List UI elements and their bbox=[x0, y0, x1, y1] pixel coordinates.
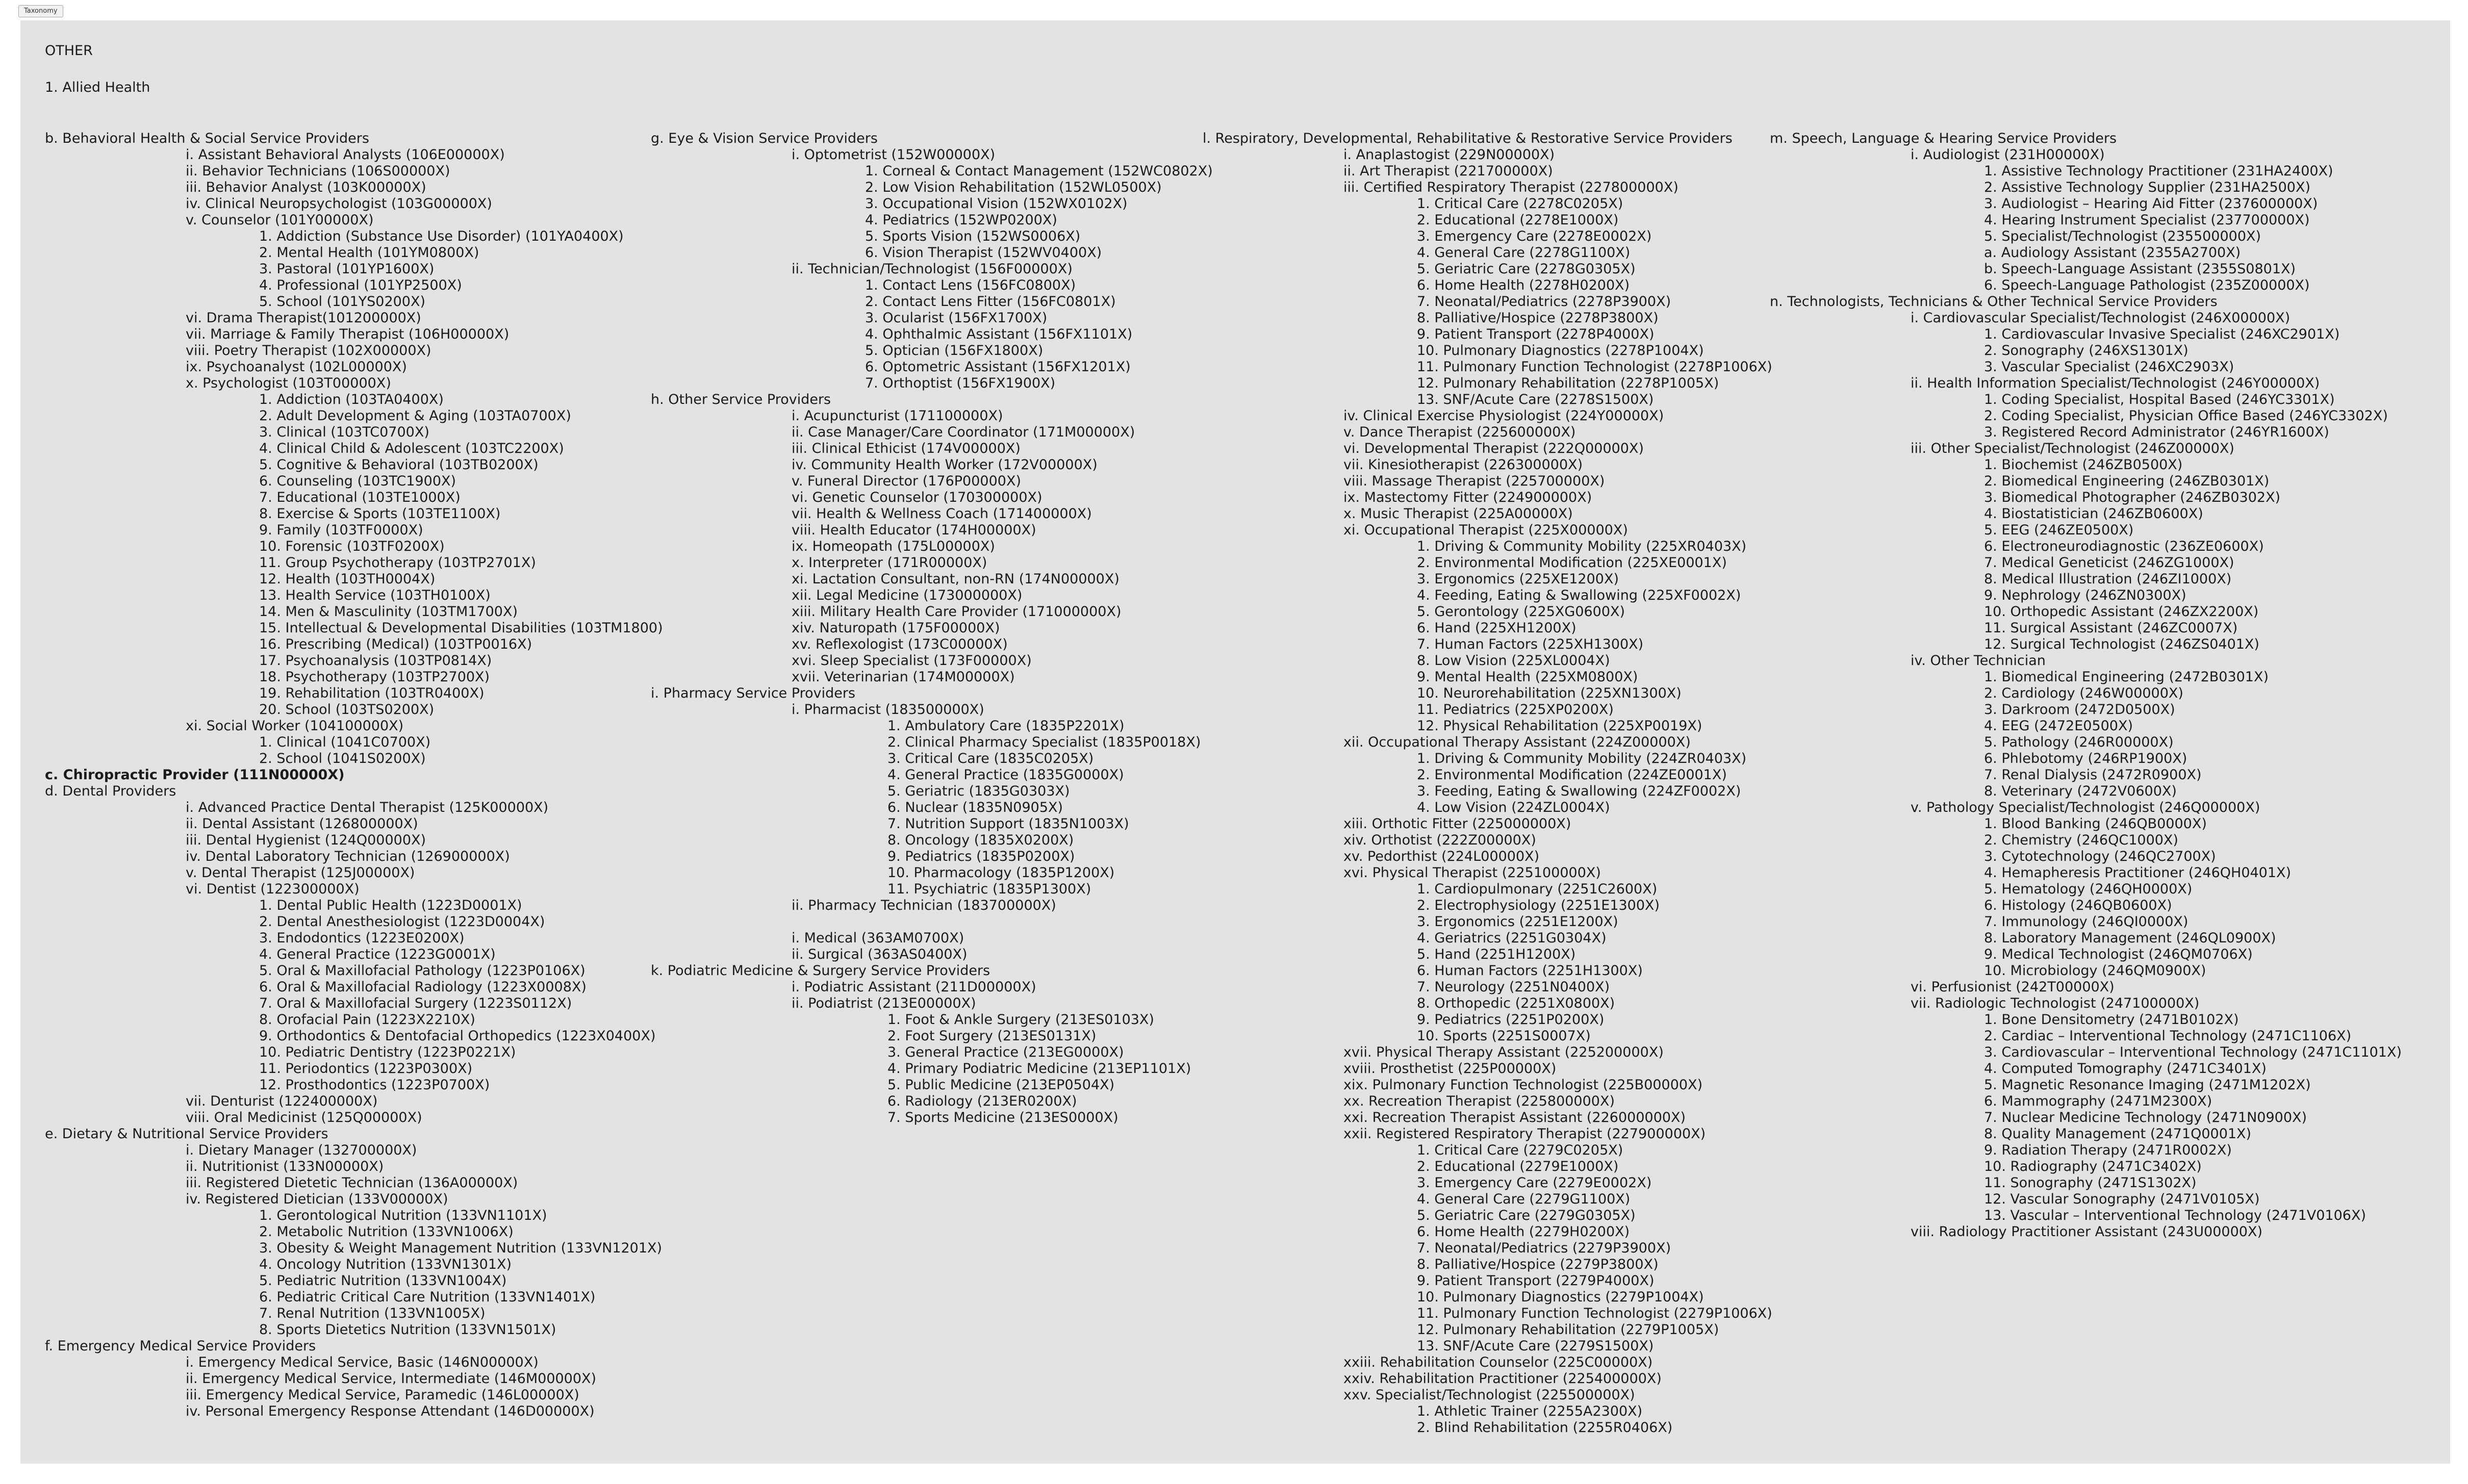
taxonomy-entry: 9. Pediatrics (2251P0200X) bbox=[1417, 1012, 1605, 1028]
taxonomy-entry: xi. Social Worker (104100000X) bbox=[186, 718, 404, 734]
taxonomy-entry: 9. Patient Transport (2279P4000X) bbox=[1417, 1273, 1655, 1289]
taxonomy-entry: 5. Hand (2251H1200X) bbox=[1417, 946, 1576, 962]
taxonomy-entry: iv. Clinical Neuropsychologist (103G00000X) bbox=[186, 196, 492, 212]
taxonomy-entry: 2. Cardiology (246W00000X) bbox=[1984, 685, 2183, 701]
taxonomy-entry: xiii. Military Health Care Provider (171000000X) bbox=[792, 604, 1122, 620]
taxonomy-entry: iii. Dental Hygienist (124Q00000X) bbox=[186, 832, 426, 848]
taxonomy-entry: iv. Clinical Exercise Physiologist (224Y00000X) bbox=[1343, 408, 1664, 424]
taxonomy-entry: i. Cardiovascular Specialist/Technologist (246X00000X) bbox=[1911, 310, 2291, 326]
taxonomy-entry: 11. Sonography (2471S1302X) bbox=[1984, 1175, 2197, 1191]
taxonomy-entry: 16. Prescribing (Medical) (103TP0016X) bbox=[259, 636, 532, 652]
taxonomy-entry: 4. General Practice (1223G0001X) bbox=[259, 946, 496, 962]
taxonomy-entry: vii. Health & Wellness Coach (171400000X) bbox=[792, 506, 1092, 522]
taxonomy-entry: 1. Dental Public Health (1223D0001X) bbox=[259, 898, 522, 913]
taxonomy-entry: 11. Pulmonary Function Technologist (2278P1006X) bbox=[1417, 359, 1772, 375]
taxonomy-entry: i. Acupuncturist (171100000X) bbox=[792, 408, 1003, 424]
taxonomy-entry: 2. Adult Development & Aging (103TA0700X) bbox=[259, 408, 571, 424]
taxonomy-entry: viii. Massage Therapist (225700000X) bbox=[1343, 473, 1605, 489]
taxonomy-entry: vi. Perfusionist (242T00000X) bbox=[1911, 979, 2115, 995]
taxonomy-entry: 8. Orthopedic (2251X0800X) bbox=[1417, 995, 1615, 1011]
taxonomy-entry: 13. SNF/Acute Care (2279S1500X) bbox=[1417, 1338, 1654, 1354]
taxonomy-entry: ii. Pharmacy Technician (183700000X) bbox=[792, 898, 1056, 913]
taxonomy-entry: 1. Driving & Community Mobility (224ZR0403X) bbox=[1417, 751, 1747, 766]
taxonomy-entry: i. Podiatric Assistant (211D00000X) bbox=[792, 979, 1036, 995]
taxonomy-entry: 5. Specialist/Technologist (235500000X) bbox=[1984, 228, 2261, 244]
taxonomy-entry: 4. General Practice (1835G0000X) bbox=[887, 767, 1124, 783]
taxonomy-entry: f. Emergency Medical Service Providers bbox=[45, 1338, 316, 1354]
taxonomy-entry: 12. Prosthodontics (1223P0700X) bbox=[259, 1077, 490, 1093]
taxonomy-entry: vi. Drama Therapist(101200000X) bbox=[186, 310, 421, 326]
taxonomy-entry: xi. Occupational Therapist (225X00000X) bbox=[1343, 522, 1628, 538]
taxonomy-entry: 11. Psychiatric (1835P1300X) bbox=[887, 881, 1091, 897]
taxonomy-entry: 7. Renal Dialysis (2472R0900X) bbox=[1984, 767, 2202, 783]
taxonomy-entry: 1. Clinical (1041C0700X) bbox=[259, 734, 431, 750]
taxonomy-entry: 1. Ambulatory Care (1835P2201X) bbox=[887, 718, 1125, 734]
taxonomy-entry: 3. Pastoral (101YP1600X) bbox=[259, 261, 435, 277]
taxonomy-entry: 5. Gerontology (225XG0600X) bbox=[1417, 604, 1625, 620]
taxonomy-entry: 1. Addiction (103TA0400X) bbox=[259, 392, 444, 407]
taxonomy-entry: 2. Mental Health (101YM0800X) bbox=[259, 245, 479, 261]
taxonomy-entry: ii. Technician/Technologist (156F00000X) bbox=[792, 261, 1073, 277]
taxonomy-entry: iii. Certified Respiratory Therapist (227800000X) bbox=[1343, 180, 1678, 195]
taxonomy-entry: x. Psychologist (103T00000X) bbox=[186, 375, 391, 391]
taxonomy-entry: 3. Vascular Specialist (246XC2903X) bbox=[1984, 359, 2234, 375]
taxonomy-entry: 4. Low Vision (224ZL0004X) bbox=[1417, 800, 1610, 815]
taxonomy-entry: 5. Geriatric (1835G0303X) bbox=[887, 783, 1070, 799]
taxonomy-entry: 10. Sports (2251S0007X) bbox=[1417, 1028, 1591, 1044]
taxonomy-entry: viii. Poetry Therapist (102X00000X) bbox=[186, 343, 431, 359]
taxonomy-entry: 1. Critical Care (2278C0205X) bbox=[1417, 196, 1623, 212]
taxonomy-entry: 6. Vision Therapist (152WV0400X) bbox=[865, 245, 1102, 261]
taxonomy-entry: 7. Medical Geneticist (246ZG1000X) bbox=[1984, 555, 2234, 571]
taxonomy-entry: 10. Forensic (103TF0200X) bbox=[259, 539, 445, 554]
taxonomy-entry: 17. Psychoanalysis (103TP0814X) bbox=[259, 653, 492, 669]
taxonomy-entry: ii. Case Manager/Care Coordinator (171M00000X) bbox=[792, 424, 1135, 440]
taxonomy-entry: 7. Neurology (2251N0400X) bbox=[1417, 979, 1610, 995]
taxonomy-entry: xxiv. Rehabilitation Practitioner (225400000X) bbox=[1343, 1371, 1662, 1387]
taxonomy-entry: xiv. Naturopath (175F00000X) bbox=[792, 620, 1000, 636]
taxonomy-entry: 11. Surgical Assistant (246ZC0007X) bbox=[1984, 620, 2238, 636]
taxonomy-entry: ix. Mastectomy Fitter (224900000X) bbox=[1343, 490, 1592, 505]
taxonomy-entry: 3. Cardiovascular – Interventional Technology (2471C1101X) bbox=[1984, 1044, 2402, 1060]
taxonomy-entry: 8. Low Vision (225XL0004X) bbox=[1417, 653, 1610, 669]
taxonomy-entry: 9. Orthodontics & Dentofacial Orthopedics (1223X0400X) bbox=[259, 1028, 656, 1044]
taxonomy-entry: i. Pharmacist (183500000X) bbox=[792, 702, 984, 718]
taxonomy-entry: iv. Personal Emergency Response Attendant (146D00000X) bbox=[186, 1403, 595, 1419]
taxonomy-entry: xxiii. Rehabilitation Counselor (225C00000X) bbox=[1343, 1354, 1653, 1370]
taxonomy-column-4 bbox=[1770, 131, 2402, 1240]
taxonomy-entry: i. Emergency Medical Service, Basic (146N00000X) bbox=[186, 1354, 539, 1370]
taxonomy-entry: k. Podiatric Medicine & Surgery Service Providers bbox=[651, 963, 990, 979]
taxonomy-entry: h. Other Service Providers bbox=[651, 392, 831, 407]
taxonomy-entry: 1. Cardiopulmonary (2251C2600X) bbox=[1417, 881, 1658, 897]
taxonomy-entry: 5. Geriatric Care (2279G0305X) bbox=[1417, 1208, 1636, 1223]
taxonomy-entry: 1. Foot & Ankle Surgery (213ES0103X) bbox=[887, 1012, 1154, 1028]
taxonomy-entry: 1. Critical Care (2279C0205X) bbox=[1417, 1142, 1623, 1158]
taxonomy-entry: xiv. Orthotist (222Z00000X) bbox=[1343, 832, 1536, 848]
taxonomy-entry: 9. Family (103TF0000X) bbox=[259, 522, 423, 538]
taxonomy-entry: 2. Clinical Pharmacy Specialist (1835P0018X) bbox=[887, 734, 1201, 750]
taxonomy-entry: 6. Electroneurodiagnostic (236ZE0600X) bbox=[1984, 539, 2264, 554]
taxonomy-entry: 10. Pharmacology (1835P1200X) bbox=[887, 865, 1115, 881]
taxonomy-entry: 4. Geriatrics (2251G0304X) bbox=[1417, 930, 1607, 946]
taxonomy-entry: 2. Electrophysiology (2251E1300X) bbox=[1417, 898, 1660, 913]
taxonomy-entry: 3. Cytotechnology (246QC2700X) bbox=[1984, 849, 2216, 864]
taxonomy-entry: 12. Vascular Sonography (2471V0105X) bbox=[1984, 1191, 2260, 1207]
taxonomy-entry: xv. Pedorthist (224L00000X) bbox=[1343, 849, 1540, 864]
taxonomy-entry: 18. Psychotherapy (103TP2700X) bbox=[259, 669, 490, 685]
taxonomy-entry: l. Respiratory, Developmental, Rehabilitative & Restorative Service Providers bbox=[1203, 131, 1733, 146]
taxonomy-entry: 20. School (103TS0200X) bbox=[259, 702, 435, 718]
taxonomy-entry: 1. Assistive Technology Practitioner (231HA2400X) bbox=[1984, 163, 2333, 179]
taxonomy-entry: xii. Occupational Therapy Assistant (224Z00000X) bbox=[1343, 734, 1691, 750]
taxonomy-entry: 4. Computed Tomography (2471C3401X) bbox=[1984, 1061, 2267, 1077]
taxonomy-entry: 8. Sports Dietetics Nutrition (133VN1501X) bbox=[259, 1322, 556, 1338]
taxonomy-entry: xvii. Veterinarian (174M00000X) bbox=[792, 669, 1015, 685]
taxonomy-entry: ii. Art Therapist (221700000X) bbox=[1343, 163, 1553, 179]
taxonomy-entry: 9. Radiation Therapy (2471R0002X) bbox=[1984, 1142, 2232, 1158]
taxonomy-column-2 bbox=[651, 131, 1213, 1126]
taxonomy-entry: 11. Pulmonary Function Technologist (2279P1006X) bbox=[1417, 1306, 1772, 1321]
taxonomy-entry: iii. Behavior Analyst (103K00000X) bbox=[186, 180, 426, 195]
taxonomy-entry: i. Audiologist (231H00000X) bbox=[1911, 147, 2105, 163]
taxonomy-entry: 4. General Care (2279G1100X) bbox=[1417, 1191, 1631, 1207]
taxonomy-entry: ix. Psychoanalyst (102L00000X) bbox=[186, 359, 407, 375]
taxonomy-entry: 4. Clinical Child & Adolescent (103TC2200X) bbox=[259, 441, 564, 456]
taxonomy-entry: iii. Registered Dietetic Technician (136A00000X) bbox=[186, 1175, 518, 1191]
taxonomy-entry: 3. Feeding, Eating & Swallowing (224ZF0002X) bbox=[1417, 783, 1741, 799]
taxonomy-entry: 2. Low Vision Rehabilitation (152WL0500X) bbox=[865, 180, 1162, 195]
taxonomy-entry: 6. Human Factors (2251H1300X) bbox=[1417, 963, 1643, 979]
taxonomy-entry: i. Dietary Manager (132700000X) bbox=[186, 1142, 417, 1158]
taxonomy-entry: 2. Educational (2278E1000X) bbox=[1417, 212, 1619, 228]
taxonomy-entry: xxi. Recreation Therapist Assistant (226000000X) bbox=[1343, 1110, 1686, 1125]
taxonomy-entry: 6. Mammography (2471M2300X) bbox=[1984, 1093, 2212, 1109]
taxonomy-entry: vii. Radiologic Technologist (247100000X) bbox=[1911, 995, 2200, 1011]
taxonomy-entry: 3. Registered Record Administrator (246YR1600X) bbox=[1984, 424, 2329, 440]
taxonomy-entry: v. Dental Therapist (125J00000X) bbox=[186, 865, 415, 881]
taxonomy-entry: xv. Reflexologist (173C00000X) bbox=[792, 636, 1008, 652]
taxonomy-entry: i. Optometrist (152W00000X) bbox=[792, 147, 996, 163]
taxonomy-entry: 4. Hearing Instrument Specialist (237700000X) bbox=[1984, 212, 2310, 228]
taxonomy-entry: 8. Palliative/Hospice (2279P3800X) bbox=[1417, 1257, 1659, 1272]
taxonomy-entry: 6. Counseling (103TC1900X) bbox=[259, 473, 456, 489]
taxonomy-entry: 2. School (1041S0200X) bbox=[259, 751, 426, 766]
taxonomy-entry: 10. Pediatric Dentistry (1223P0221X) bbox=[259, 1044, 516, 1060]
document-panel bbox=[20, 20, 2450, 1464]
taxonomy-entry: 3. General Practice (213EG0000X) bbox=[887, 1044, 1124, 1060]
taxonomy-entry: 6. Hand (225XH1200X) bbox=[1417, 620, 1576, 636]
taxonomy-entry: viii. Health Educator (174H00000X) bbox=[792, 522, 1036, 538]
taxonomy-entry: 1. Coding Specialist, Hospital Based (246YC3301X) bbox=[1984, 392, 2335, 407]
taxonomy-entry: 5. EEG (246ZE0500X) bbox=[1984, 522, 2134, 538]
taxonomy-entry: ii. Behavior Technicians (106S00000X) bbox=[186, 163, 450, 179]
taxonomy-entry: i. Pharmacy Service Providers bbox=[651, 685, 856, 701]
taxonomy-entry: 8. Quality Management (2471Q0001X) bbox=[1984, 1126, 2252, 1142]
taxonomy-entry: 10. Radiography (2471C3402X) bbox=[1984, 1159, 2202, 1174]
taxonomy-entry: vii. Denturist (122400000X) bbox=[186, 1093, 378, 1109]
taxonomy-entry: 1. Contact Lens (156FC0800X) bbox=[865, 277, 1076, 293]
taxonomy-entry: 7. Neonatal/Pediatrics (2278P3900X) bbox=[1417, 294, 1671, 310]
taxonomy-entry: xvi. Physical Therapist (225100000X) bbox=[1343, 865, 1601, 881]
taxonomy-entry: xii. Legal Medicine (173000000X) bbox=[792, 587, 1023, 603]
taxonomy-entry: 1. Bone Densitometry (2471B0102X) bbox=[1984, 1012, 2239, 1028]
taxonomy-entry: 5. Pathology (246R00000X) bbox=[1984, 734, 2174, 750]
taxonomy-entry: xx. Recreation Therapist (225800000X) bbox=[1343, 1093, 1615, 1109]
taxonomy-entry bbox=[651, 914, 1213, 930]
taxonomy-entry: ii. Emergency Medical Service, Intermediate (146M00000X) bbox=[186, 1371, 597, 1387]
taxonomy-entry: 12. Pulmonary Rehabilitation (2278P1005X) bbox=[1417, 375, 1719, 391]
taxonomy-entry: i. Anaplastogist (229N00000X) bbox=[1343, 147, 1555, 163]
taxonomy-entry: 3. Obesity & Weight Management Nutrition (133VN1201X) bbox=[259, 1240, 663, 1256]
taxonomy-entry: 1. Biochemist (246ZB0500X) bbox=[1984, 457, 2183, 473]
taxonomy-entry: 3. Emergency Care (2279E0002X) bbox=[1417, 1175, 1652, 1191]
taxonomy-entry: 1. Corneal & Contact Management (152WC0802X) bbox=[865, 163, 1213, 179]
taxonomy-entry: 10. Orthopedic Assistant (246ZX2200X) bbox=[1984, 604, 2259, 620]
taxonomy-entry: 3. Endodontics (1223E0200X) bbox=[259, 930, 465, 946]
taxonomy-entry: 5. Public Medicine (213EP0504X) bbox=[887, 1077, 1115, 1093]
taxonomy-entry: 10. Microbiology (246QM0900X) bbox=[1984, 963, 2206, 979]
taxonomy-entry: 3. Emergency Care (2278E0002X) bbox=[1417, 228, 1652, 244]
taxonomy-entry: ii. Nutritionist (133N00000X) bbox=[186, 1159, 384, 1174]
taxonomy-entry: vi. Developmental Therapist (222Q00000X) bbox=[1343, 441, 1644, 456]
taxonomy-entry: 5. Hematology (246QH0000X) bbox=[1984, 881, 2193, 897]
taxonomy-entry: i. Medical (363AM0700X) bbox=[792, 930, 964, 946]
taxonomy-entry: 5. Magnetic Resonance Imaging (2471M1202X) bbox=[1984, 1077, 2311, 1093]
taxonomy-entry: d. Dental Providers bbox=[45, 783, 176, 799]
taxonomy-entry: 4. Biostatistician (246ZB0600X) bbox=[1984, 506, 2203, 522]
taxonomy-entry: 11. Periodontics (1223P0300X) bbox=[259, 1061, 473, 1077]
taxonomy-entry: 13. Vascular – Interventional Technology (2471V0106X) bbox=[1984, 1208, 2366, 1223]
taxonomy-entry: 10. Neurorehabilitation (225XN1300X) bbox=[1417, 685, 1682, 701]
taxonomy-entry: xxv. Specialist/Technologist (225500000X) bbox=[1343, 1387, 1635, 1403]
taxonomy-entry: 1. Gerontological Nutrition (133VN1101X) bbox=[259, 1208, 547, 1223]
taxonomy-entry: 15. Intellectual & Developmental Disabilities (103TM1800) bbox=[259, 620, 663, 636]
taxonomy-entry: 12. Physical Rehabilitation (225XP0019X) bbox=[1417, 718, 1702, 734]
taxonomy-entry: 4. Hemapheresis Practitioner (246QH0401X) bbox=[1984, 865, 2292, 881]
taxonomy-entry: viii. Radiology Practitioner Assistant (243U00000X) bbox=[1911, 1224, 2262, 1240]
taxonomy-entry: 1. Addiction (Substance Use Disorder) (101YA0400X) bbox=[259, 228, 624, 244]
taxonomy-entry: 4. Ophthalmic Assistant (156FX1101X) bbox=[865, 326, 1133, 342]
page-title: OTHER bbox=[45, 43, 93, 59]
taxonomy-entry: 13. Health Service (103TH0100X) bbox=[259, 587, 491, 603]
taxonomy-entry: ii. Health Information Specialist/Technologist (246Y00000X) bbox=[1911, 375, 2320, 391]
taxonomy-entry: m. Speech, Language & Hearing Service Providers bbox=[1770, 131, 2117, 146]
taxonomy-entry: 4. Feeding, Eating & Swallowing (225XF0002X) bbox=[1417, 587, 1741, 603]
taxonomy-entry: 2. Foot Surgery (213ES0131X) bbox=[887, 1028, 1097, 1044]
taxonomy-entry: 6. Oral & Maxillofacial Radiology (1223X0008X) bbox=[259, 979, 587, 995]
taxonomy-entry: iii. Other Specialist/Technologist (246Z00000X) bbox=[1911, 441, 2234, 456]
taxonomy-entry: g. Eye & Vision Service Providers bbox=[651, 131, 878, 146]
taxonomy-entry: 6. Home Health (2278H0200X) bbox=[1417, 277, 1630, 293]
taxonomy-entry: 2. Contact Lens Fitter (156FC0801X) bbox=[865, 294, 1116, 310]
taxonomy-entry: 5. Geriatric Care (2278G0305X) bbox=[1417, 261, 1636, 277]
taxonomy-entry: iii. Clinical Ethicist (174V00000X) bbox=[792, 441, 1021, 456]
taxonomy-entry: 3. Darkroom (2472D0500X) bbox=[1984, 702, 2175, 718]
taxonomy-entry: 14. Men & Masculinity (103TM1700X) bbox=[259, 604, 518, 620]
taxonomy-entry: 1. Biomedical Engineering (2472B0301X) bbox=[1984, 669, 2269, 685]
taxonomy-entry: 3. Clinical (103TC0700X) bbox=[259, 424, 429, 440]
taxonomy-entry: 2. Environmental Modification (224ZE0001X) bbox=[1417, 767, 1727, 783]
taxonomy-entry: vi. Genetic Counselor (170300000X) bbox=[792, 490, 1042, 505]
taxonomy-entry: x. Music Therapist (225A00000X) bbox=[1343, 506, 1573, 522]
taxonomy-entry: 6. Histology (246QB0600X) bbox=[1984, 898, 2172, 913]
taxonomy-entry: xxii. Registered Respiratory Therapist (227900000X) bbox=[1343, 1126, 1706, 1142]
taxonomy-entry: 4. Professional (101YP2500X) bbox=[259, 277, 462, 293]
taxonomy-entry: 3. Occupational Vision (152WX0102X) bbox=[865, 196, 1128, 212]
taxonomy-entry: b. Behavioral Health & Social Service Providers bbox=[45, 131, 369, 146]
taxonomy-entry: i. Assistant Behavioral Analysts (106E00000X) bbox=[186, 147, 505, 163]
taxonomy-entry: 6. Home Health (2279H0200X) bbox=[1417, 1224, 1630, 1240]
taxonomy-entry: b. Speech-Language Assistant (2355S0801X) bbox=[1984, 261, 2296, 277]
taxonomy-entry: ix. Homeopath (175L00000X) bbox=[792, 539, 995, 554]
taxonomy-entry: 7. Orthoptist (156FX1900X) bbox=[865, 375, 1056, 391]
taxonomy-entry: 9. Mental Health (225XM0800X) bbox=[1417, 669, 1638, 685]
taxonomy-entry: 5. Oral & Maxillofacial Pathology (1223P0106X) bbox=[259, 963, 586, 979]
taxonomy-entry: v. Funeral Director (176P00000X) bbox=[792, 473, 1021, 489]
taxonomy-entry: 4. Pediatrics (152WP0200X) bbox=[865, 212, 1057, 228]
taxonomy-entry: 8. Orofacial Pain (1223X2210X) bbox=[259, 1012, 475, 1028]
taxonomy-entry: 2. Chemistry (246QC1000X) bbox=[1984, 832, 2178, 848]
taxonomy-entry: 4. EEG (2472E0500X) bbox=[1984, 718, 2133, 734]
taxonomy-entry: viii. Oral Medicinist (125Q00000X) bbox=[186, 1110, 422, 1125]
taxonomy-entry: ii. Dental Assistant (126800000X) bbox=[186, 816, 418, 832]
taxonomy-entry: 8. Oncology (1835X0200X) bbox=[887, 832, 1074, 848]
taxonomy-entry: v. Pathology Specialist/Technologist (246Q00000X) bbox=[1911, 800, 2260, 815]
taxonomy-entry: 12. Health (103TH0004X) bbox=[259, 571, 436, 587]
taxonomy-entry: 2. Environmental Modification (225XE0001X) bbox=[1417, 555, 1727, 571]
taxonomy-entry: xix. Pulmonary Function Technologist (225B00000X) bbox=[1343, 1077, 1703, 1093]
taxonomy-entry: 8. Veterinary (2472V0600X) bbox=[1984, 783, 2177, 799]
taxonomy-entry: iv. Registered Dietician (133V00000X) bbox=[186, 1191, 448, 1207]
taxonomy-entry: 6. Phlebotomy (246RP1900X) bbox=[1984, 751, 2187, 766]
taxonomy-entry: 6. Radiology (213ER0200X) bbox=[887, 1093, 1077, 1109]
taxonomy-entry: 2. Metabolic Nutrition (133VN1006X) bbox=[259, 1224, 514, 1240]
taxonomy-entry: v. Counselor (101Y00000X) bbox=[186, 212, 374, 228]
taxonomy-entry: 3. Critical Care (1835C0205X) bbox=[887, 751, 1094, 766]
taxonomy-entry: xi. Lactation Consultant, non-RN (174N00000X) bbox=[792, 571, 1119, 587]
taxonomy-entry: 6. Nuclear (1835N0905X) bbox=[887, 800, 1063, 815]
taxonomy-entry: 8. Palliative/Hospice (2278P3800X) bbox=[1417, 310, 1659, 326]
taxonomy-entry: 2. Biomedical Engineering (246ZB0301X) bbox=[1984, 473, 2270, 489]
taxonomy-entry: n. Technologists, Technicians & Other Technical Service Providers bbox=[1770, 294, 2218, 310]
taxonomy-entry: iii. Emergency Medical Service, Paramedic (146L00000X) bbox=[186, 1387, 579, 1403]
taxonomy-entry: 2. Dental Anesthesiologist (1223D0004X) bbox=[259, 914, 545, 930]
taxonomy-entry: vi. Dentist (122300000X) bbox=[186, 881, 360, 897]
taxonomy-entry: 13. SNF/Acute Care (2278S1500X) bbox=[1417, 392, 1654, 407]
taxonomy-entry: 2. Assistive Technology Supplier (231HA2500X) bbox=[1984, 180, 2311, 195]
taxonomy-entry: iv. Other Technician bbox=[1911, 653, 2046, 669]
taxonomy-entry: 7. Nutrition Support (1835N1003X) bbox=[887, 816, 1129, 832]
taxonomy-entry: 12. Surgical Technologist (246ZS0401X) bbox=[1984, 636, 2259, 652]
taxonomy-entry: 11. Group Psychotherapy (103TP2701X) bbox=[259, 555, 536, 571]
taxonomy-entry: c. Chiropractic Provider (111N00000X) bbox=[45, 767, 345, 783]
taxonomy-entry: vii. Marriage & Family Therapist (106H00000X) bbox=[186, 326, 510, 342]
taxonomy-entry: 10. Pulmonary Diagnostics (2278P1004X) bbox=[1417, 343, 1704, 359]
page-subtitle: 1. Allied Health bbox=[45, 80, 150, 95]
taxonomy-entry: i. Advanced Practice Dental Therapist (125K00000X) bbox=[186, 800, 549, 815]
taxonomy-entry: 2. Blind Rehabilitation (2255R0406X) bbox=[1417, 1420, 1673, 1436]
taxonomy-entry: 8. Laboratory Management (246QL0900X) bbox=[1984, 930, 2276, 946]
taxonomy-entry: 2. Educational (2279E1000X) bbox=[1417, 1159, 1619, 1174]
taxonomy-entry: 7. Oral & Maxillofacial Surgery (1223S0112X) bbox=[259, 995, 572, 1011]
taxonomy-entry: 1. Driving & Community Mobility (225XR0403X) bbox=[1417, 539, 1747, 554]
taxonomy-entry: 5. Cognitive & Behavioral (103TB0200X) bbox=[259, 457, 539, 473]
taxonomy-entry: 12. Pulmonary Rehabilitation (2279P1005X) bbox=[1417, 1322, 1719, 1338]
taxonomy-entry: 1. Blood Banking (246QB0000X) bbox=[1984, 816, 2207, 832]
taxonomy-entry: 6. Optometric Assistant (156FX1201X) bbox=[865, 359, 1131, 375]
taxonomy-entry: 9. Nephrology (246ZN0300X) bbox=[1984, 587, 2186, 603]
taxonomy-entry: 9. Patient Transport (2278P4000X) bbox=[1417, 326, 1655, 342]
taxonomy-entry: xiii. Orthotic Fitter (225000000X) bbox=[1343, 816, 1571, 832]
taxonomy-entry: 3. Ergonomics (225XE1200X) bbox=[1417, 571, 1619, 587]
taxonomy-entry: xviii. Prosthetist (225P00000X) bbox=[1343, 1061, 1557, 1077]
taxonomy-entry: 9. Pediatrics (1835P0200X) bbox=[887, 849, 1075, 864]
taxonomy-entry: 8. Medical Illustration (246ZI1000X) bbox=[1984, 571, 2232, 587]
taxonomy-entry: 10. Pulmonary Diagnostics (2279P1004X) bbox=[1417, 1289, 1704, 1305]
taxonomy-entry: x. Interpreter (171R00000X) bbox=[792, 555, 987, 571]
taxonomy-entry: 2. Coding Specialist, Physician Office Based (246YC3302X) bbox=[1984, 408, 2388, 424]
taxonomy-entry: 9. Medical Technologist (246QM0706X) bbox=[1984, 946, 2253, 962]
taxonomy-entry: 5. Sports Vision (152WS0006X) bbox=[865, 228, 1081, 244]
taxonomy-entry: 4. Primary Podiatric Medicine (213EP1101X) bbox=[887, 1061, 1191, 1077]
taxonomy-entry: 2. Sonography (246XS1301X) bbox=[1984, 343, 2189, 359]
taxonomy-entry: 2. Cardiac – Interventional Technology (2471C1106X) bbox=[1984, 1028, 2352, 1044]
taxonomy-entry: xvii. Physical Therapy Assistant (225200000X) bbox=[1343, 1044, 1664, 1060]
taxonomy-entry: v. Dance Therapist (225600000X) bbox=[1343, 424, 1576, 440]
taxonomy-entry: 11. Pediatrics (225XP0200X) bbox=[1417, 702, 1614, 718]
taxonomy-entry: 7. Immunology (246QI0000X) bbox=[1984, 914, 2189, 930]
taxonomy-entry: 7. Nuclear Medicine Technology (2471N0900X) bbox=[1984, 1110, 2307, 1125]
taxonomy-entry: 19. Rehabilitation (103TR0400X) bbox=[259, 685, 485, 701]
taxonomy-entry: 5. Pediatric Nutrition (133VN1004X) bbox=[259, 1273, 507, 1289]
taxonomy-entry: 7. Renal Nutrition (133VN1005X) bbox=[259, 1306, 486, 1321]
taxonomy-entry: 3. Biomedical Photographer (246ZB0302X) bbox=[1984, 490, 2281, 505]
taxonomy-tab[interactable]: Taxonomy bbox=[18, 5, 63, 17]
taxonomy-entry: iv. Dental Laboratory Technician (126900000X) bbox=[186, 849, 510, 864]
taxonomy-column-3 bbox=[1203, 131, 1772, 1436]
taxonomy-entry: 4. General Care (2278G1100X) bbox=[1417, 245, 1631, 261]
taxonomy-entry: vii. Kinesiotherapist (226300000X) bbox=[1343, 457, 1583, 473]
taxonomy-entry: 3. Audiologist – Hearing Aid Fitter (237600000X) bbox=[1984, 196, 2318, 212]
taxonomy-entry: iv. Community Health Worker (172V00000X) bbox=[792, 457, 1098, 473]
taxonomy-entry: 1. Athletic Trainer (2255A2300X) bbox=[1417, 1403, 1643, 1419]
taxonomy-entry: 6. Speech-Language Pathologist (235Z00000X) bbox=[1984, 277, 2310, 293]
taxonomy-entry: 3. Ergonomics (2251E1200X) bbox=[1417, 914, 1618, 930]
taxonomy-entry: 6. Pediatric Critical Care Nutrition (133VN1401X) bbox=[259, 1289, 596, 1305]
taxonomy-entry: ii. Podiatrist (213E00000X) bbox=[792, 995, 976, 1011]
taxonomy-entry: 7. Educational (103TE1000X) bbox=[259, 490, 461, 505]
taxonomy-entry: 5. School (101YS0200X) bbox=[259, 294, 426, 310]
taxonomy-entry: 7. Sports Medicine (213ES0000X) bbox=[887, 1110, 1118, 1125]
taxonomy-entry: e. Dietary & Nutritional Service Providers bbox=[45, 1126, 328, 1142]
taxonomy-entry: a. Audiology Assistant (2355A2700X) bbox=[1984, 245, 2241, 261]
taxonomy-entry: 3. Ocularist (156FX1700X) bbox=[865, 310, 1048, 326]
taxonomy-entry: ii. Surgical (363AS0400X) bbox=[792, 946, 968, 962]
taxonomy-entry: 8. Exercise & Sports (103TE1100X) bbox=[259, 506, 501, 522]
taxonomy-entry: xvi. Sleep Specialist (173F00000X) bbox=[792, 653, 1032, 669]
taxonomy-entry: 1. Cardiovascular Invasive Specialist (246XC2901X) bbox=[1984, 326, 2340, 342]
taxonomy-entry: 7. Neonatal/Pediatrics (2279P3900X) bbox=[1417, 1240, 1671, 1256]
taxonomy-entry: 5. Optician (156FX1800X) bbox=[865, 343, 1044, 359]
taxonomy-entry: 7. Human Factors (225XH1300X) bbox=[1417, 636, 1644, 652]
taxonomy-entry: 4. Oncology Nutrition (133VN1301X) bbox=[259, 1257, 512, 1272]
taxonomy-column-1 bbox=[45, 131, 663, 1420]
